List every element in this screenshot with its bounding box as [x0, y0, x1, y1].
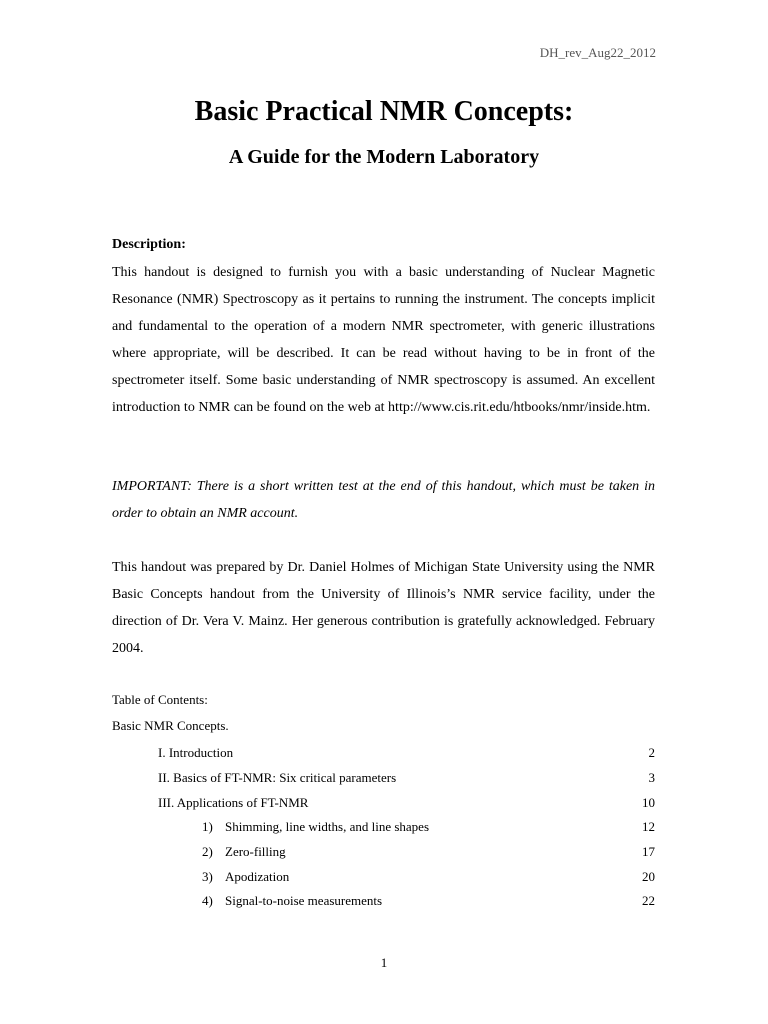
revision-label: DH_rev_Aug22_2012	[539, 45, 656, 60]
toc-entry-number: 2)	[202, 844, 213, 859]
toc-entry-number: 3)	[202, 869, 213, 884]
toc-entry-page: 20	[642, 869, 655, 884]
toc-entry-label: Zero-filling	[225, 844, 286, 859]
toc-entry-label: Shimming, line widths, and line shapes	[225, 819, 430, 834]
toc-entry-label: Signal-to-noise measurements	[225, 893, 383, 908]
toc-entry-page: 22	[642, 893, 655, 908]
toc-entry-page: 10	[642, 795, 655, 810]
page-number: 1	[380, 955, 388, 970]
toc-title: Table of Contents:	[112, 692, 208, 707]
toc-entry	[112, 795, 655, 815]
description-paragraph: This handout is designed to furnish you with a basic understanding of Nuclear Magnetic Resonance (NMR) Spectroscopy as it pertains to running the instrument. The concepts implicit and fundamental to the operation of a modern NMR spectrometer, with generic illustrations where appropriate, will be described. It can be read without having to be in front of the spectrometer itself. Some basic understanding of NMR spectroscopy is assumed. An excellent introduction to NMR can be found on the web at http://www.cis.rit.edu/htbooks/nmr/inside.htm.	[112, 265, 655, 415]
toc-entry	[112, 893, 655, 913]
toc-entry-label: Apodization	[225, 869, 290, 884]
preparation-credit: This handout was prepared by Dr. Daniel Holmes of Michigan State University using the NMR Basic Concepts handout from the University of Illinois’s NMR service facility, under the direction of Dr. Vera V. Mainz. Her generous contribution is gratefully acknowledged. February 2004.	[112, 560, 655, 656]
document-subtitle: A Guide for the Modern Laboratory	[228, 146, 540, 168]
toc-entry-number: 1)	[202, 819, 213, 834]
toc-entry	[112, 819, 655, 839]
document-title: Basic Practical NMR Concepts:	[194, 96, 574, 127]
toc-subtitle: Basic NMR Concepts.	[112, 718, 229, 733]
toc-entry	[112, 844, 655, 864]
toc-entry	[112, 745, 655, 765]
toc-entry-number: 4)	[202, 893, 213, 908]
description-heading: Description:	[112, 237, 186, 252]
toc-entry-page: 12	[642, 819, 655, 834]
toc-entry	[112, 770, 655, 790]
toc-entry	[112, 869, 655, 889]
toc-entry-page: 2	[648, 745, 655, 760]
toc-entry-page: 17	[642, 844, 655, 859]
toc-entry-label: II. Basics of FT-NMR: Six critical parameters	[158, 770, 397, 785]
toc-entry-label: I. Introduction	[158, 745, 234, 760]
toc-entry-label: III. Applications of FT-NMR	[158, 795, 309, 810]
important-notice: IMPORTANT: There is a short written test at the end of this handout, which must be taken in order to obtain an NMR account.	[112, 479, 655, 521]
toc-entry-page: 3	[648, 770, 655, 785]
